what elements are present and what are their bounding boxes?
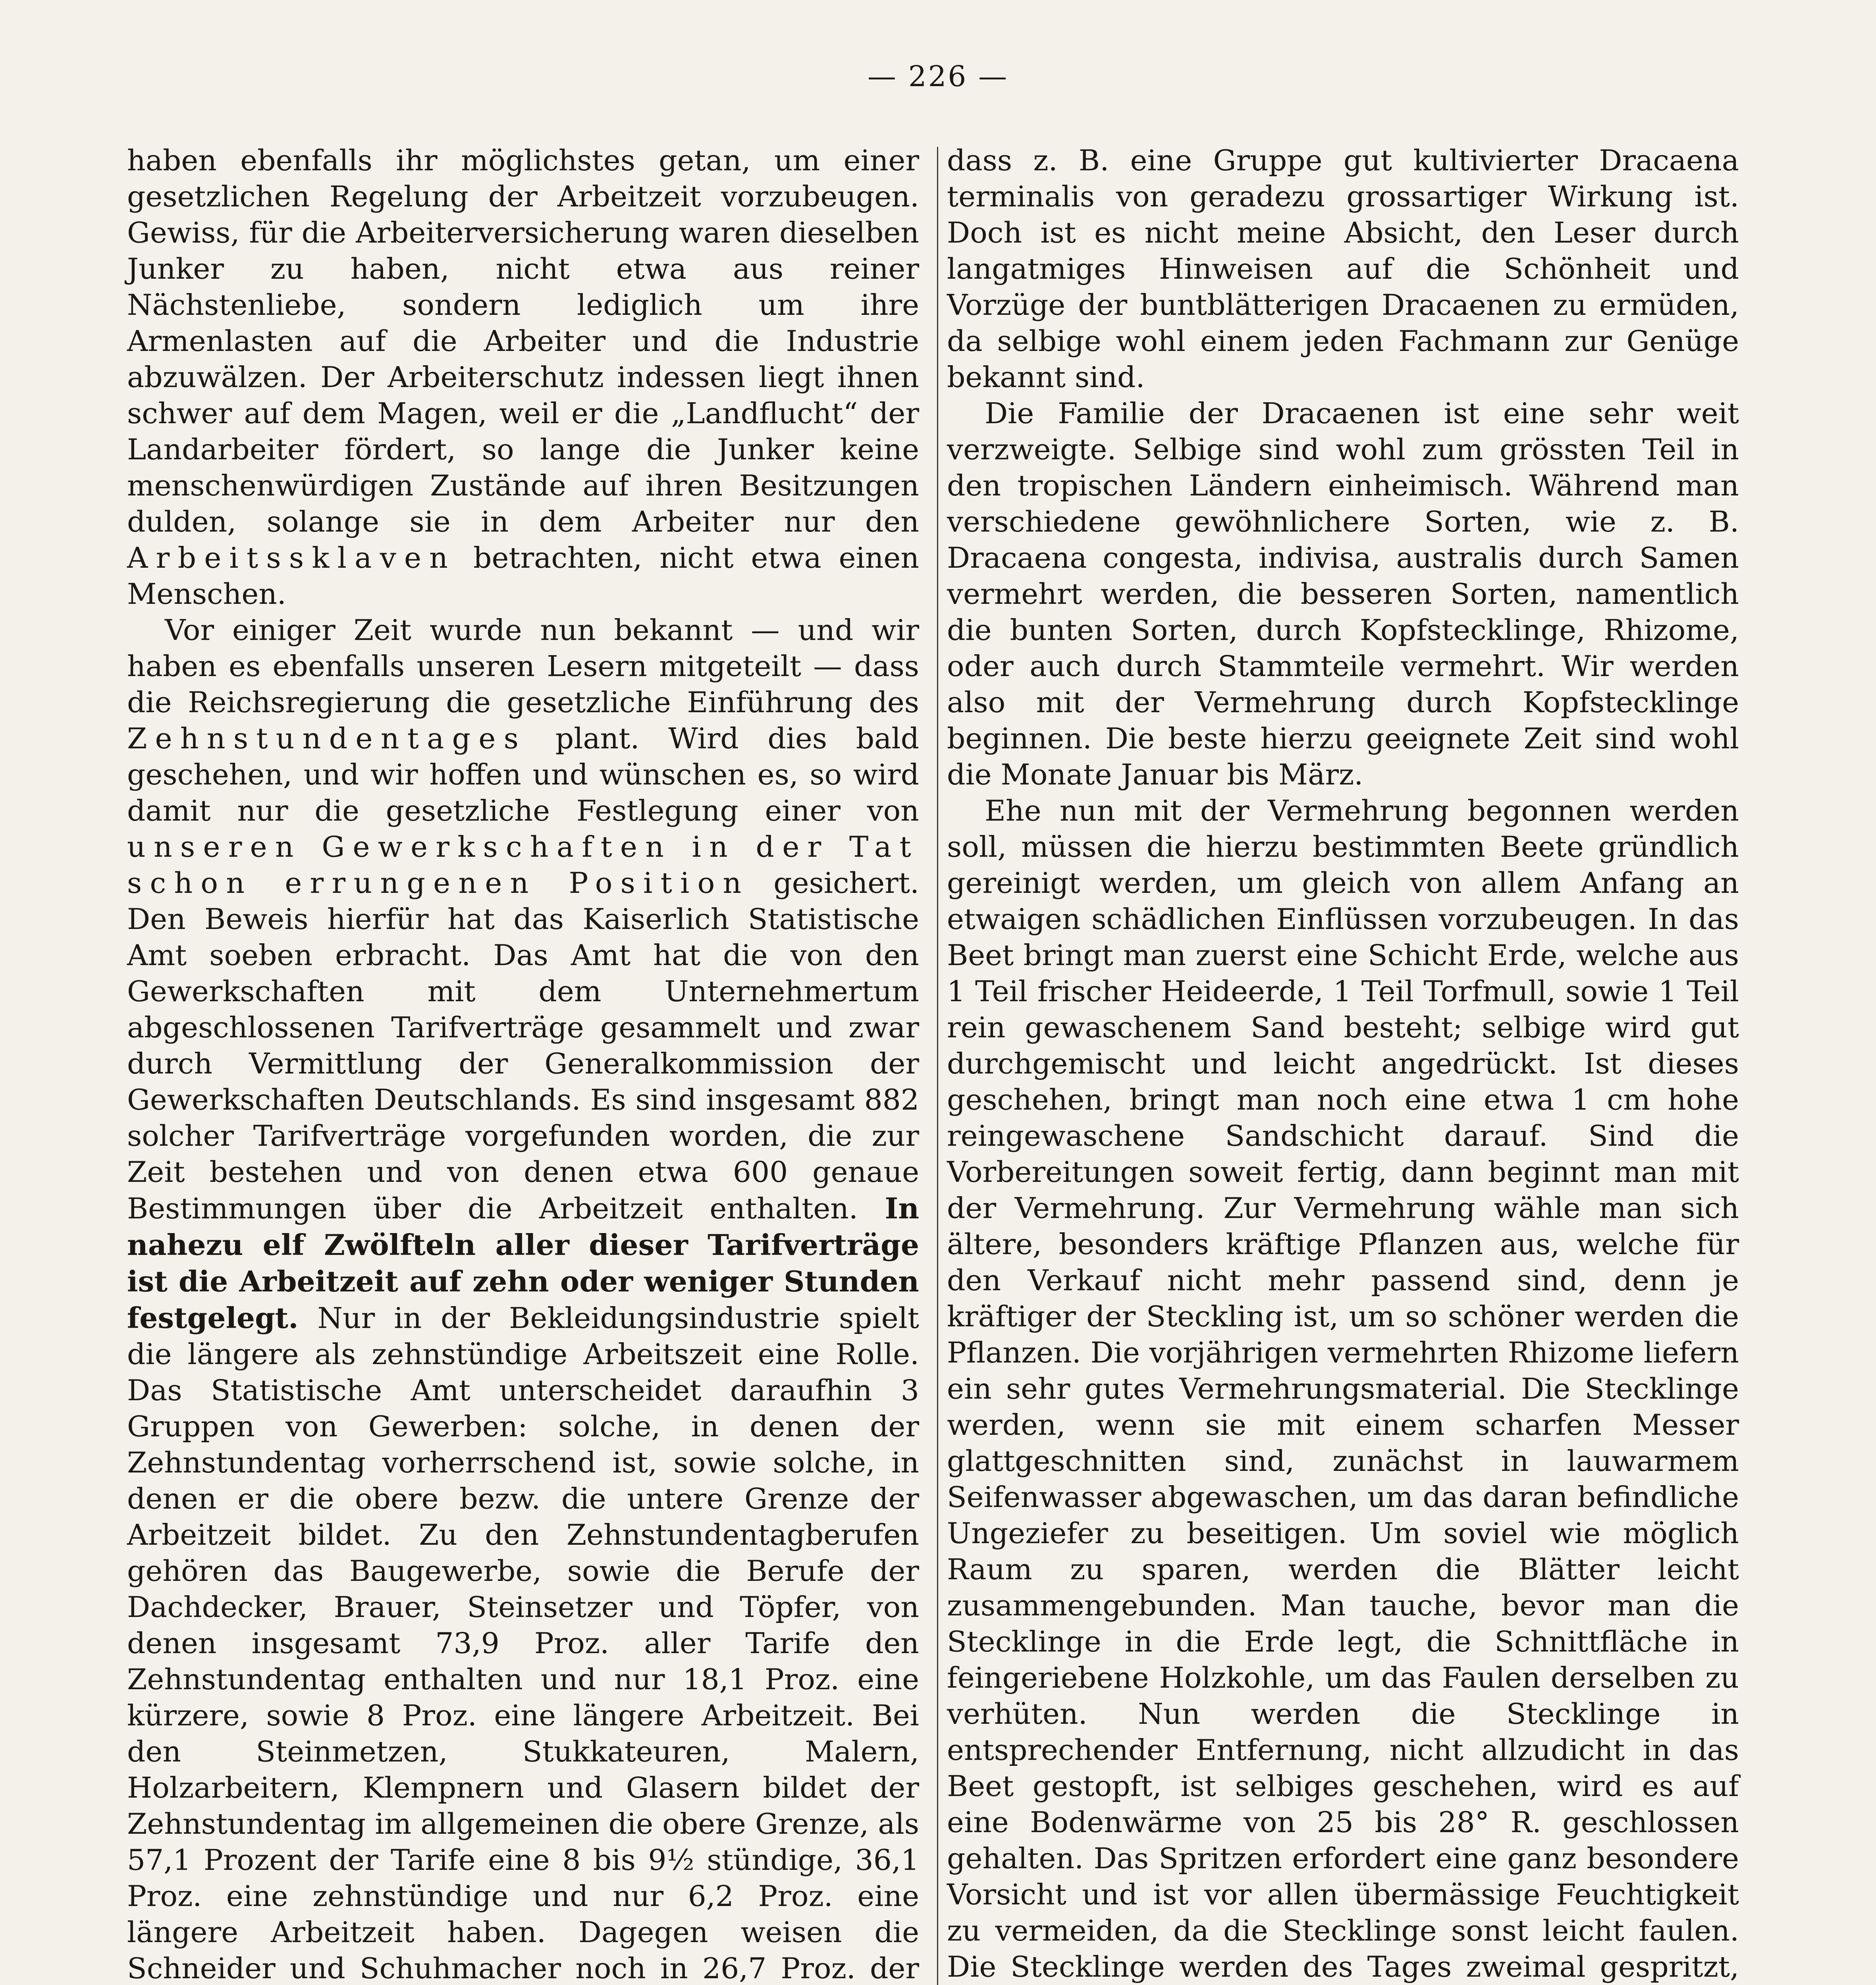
text: plant. Wird dies bald geschehen, und wir hoffen und wünschen es, so wird damit nur die gesetzliche Festlegung einer von xyxy=(127,722,919,828)
paragraph: Die Familie der Dracaenen ist eine sehr weit verzweigte. Selbige sind wohl zum grössten Teil in den tropischen Ländern einheimisch. Während man verschiedene gewöhnlichere Sorten, wie z. B. Dracaena congesta, indivisa, australis durch Samen vermehrt werden, die besseren Sorten, namentlich die bunten Sorten, durch Kopfstecklinge, Rhizome, oder auch durch Stammteile vermehrt. Wir werden also mit der Vermehrung durch Kopfstecklinge beginnen. Die beste hierzu geeignete Zeit sind wohl die Monate Januar bis März. xyxy=(947,397,1739,792)
text: betrachten, nicht etwa einen Menschen. xyxy=(127,542,920,611)
paragraph xyxy=(127,613,919,1985)
spaced-text: Zehnstundentages xyxy=(127,722,527,755)
left-column xyxy=(127,143,919,1985)
page-number: — 226 — xyxy=(867,60,1009,93)
text: haben ebenfalls ihr möglichstes getan, um einer gesetzlichen Regelung der Arbeitzeit vorzubeugen. Gewiss, für die Arbeiterversicherung waren dieselben Junker zu haben, nicht etwa aus reiner Nächstenliebe, sondern lediglich um ihre Armenlasten auf die Arbeiter und die Industrie abzuwälzen. Der Arbeiterschutz indessen liegt ihnen schwer auf dem Magen, weil er die „Landflucht“ der Landarbeiter fördert, so lange die Junker keine menschenwürdigen Zustände auf ihren Besitzungen dulden, solange sie in dem Arbeiter nur den xyxy=(127,144,919,539)
paragraph xyxy=(127,143,919,613)
paragraph: dass z. B. eine Gruppe gut kultivierter Dracaena terminalis von geradezu grossartiger Wirkung ist. Doch ist es nicht meine Absicht, den Leser durch langatmiges Hinweisen auf die Schönheit und Vorzüge der buntblätterigen Dracaenen zu ermüden, da selbige wohl einem jeden Fachmann zur Genüge bekannt sind. xyxy=(947,144,1739,394)
bold-text: In nahezu elf Zwölfteln aller dieser Tarifverträge ist die Arbeitzeit auf zehn oder weniger Stunden festgelegt. xyxy=(127,1192,919,1335)
paragraph: Ehe nun mit der Vermehrung begonnen werden soll, müssen die hierzu bestimmten Beete gründlich gereinigt werden, um gleich von allem Anfang an etwaigen schädlichen Einflüssen vorzubeugen. In das Beet bringt man zuerst eine Schicht Erde, welche aus 1 Teil frischer Heideerde, 1 Teil Torfmull, sowie 1 Teil rein gewaschenem Sand besteht; selbige wird gut durchgemischt und leicht angedrückt. Ist dieses geschehen, bringt man noch eine etwa 1 cm hohe reingewaschene Sandschicht darauf. Sind die Vorbereitungen soweit fertig, dann beginnt man mit der Vermehrung. Zur Vermehrung wähle man sich ältere, besonders kräftige Pflanzen aus, welche für den Verkauf nicht mehr passend sind, denn je kräftiger der Steckling ist, um so schöner werden die Pflanzen. Die vorjährigen vermehrten Rhizome liefern ein sehr gutes Vermehrungsmaterial. Die Stecklinge werden, wenn sie mit einem scharfen Messer glattgeschnitten sind, zunächst in lauwarmem Seifenwasser abgewaschen, um das daran befindliche Ungeziefer zu beseitigen. Um soviel wie möglich Raum zu sparen, werden die Blätter leicht zusammengebunden. Man tauche, bevor man die Stecklinge in die Erde legt, die Schnittfläche in feingeriebene Holzkohle, um das Faulen derselben zu verhüten. Nun werden die Stecklinge in entsprechender Entfernung, nicht allzudicht in das Beet gestopft, ist selbiges geschehen, wird es auf eine Bodenwärme von 25 bis 28° R. geschlossen gehalten. Das Spritzen erfordert eine ganz besondere Vorsicht und ist vor allen übermässige Feuchtigkeit zu vermeiden, da die Stecklinge sonst leicht faulen. Die Stecklinge werden des Tages zweimal gespritzt, xyxy=(947,794,1739,1984)
column-divider xyxy=(937,147,938,1985)
spaced-text: unseren Gewerkschaften in der Tat schon errungenen Position xyxy=(127,831,919,900)
text: Vor einiger Zeit wurde nun bekannt — und wir haben es ebenfalls unseren Lesern mitgeteilt — dass die Reichsregierung die gesetzliche Einführung des xyxy=(127,614,919,719)
text: gesichert. Den Beweis hierfür hat das Kaiserlich Statistische Amt soeben erbracht. Das Amt hat die von den Gewerkschaften mit dem Unternehmertum abgeschlossenen Tarifverträge gesammelt und zwar durch Vermittlung der Generalkommission der Gewerkschaften Deutschlands. Es sind insgesamt 882 solcher Tarifverträge vorgefunden worden, die zur Zeit bestehen und von denen etwa 600 genaue Bestimmungen über die Arbeitzeit enthalten. xyxy=(127,867,919,1226)
spaced-text: Arbeitssklaven xyxy=(127,542,456,575)
right-column xyxy=(947,143,1739,1985)
text: Nur in der Bekleidungsindustrie spielt die längere als zehnstündige Arbeitszeit eine Rolle. Das Statistische Amt unterscheidet daraufhin 3 Gruppen von Gewerben: solche, in denen der Zehnstundentag vorherrschend ist, sowie solche, in denen er die obere bezw. die untere Grenze der Arbeitzeit bildet. Zu den Zehnstundentagberufen gehören das Baugewerbe, sowie die Berufe der Dachdecker, Brauer, Steinsetzer und Töpfer, von denen insgesamt 73,9 Proz. aller Tarife den Zehnstundentag enthalten und nur 18,1 Proz. eine kürzere, sowie 8 Proz. eine längere Arbeitzeit. Bei den Steinmetzen, Stukkateuren, Malern, Holzarbeitern, Klempnern und Glasern bildet der Zehnstundentag im allgemeinen die obere Grenze, als 57,1 Prozent der Tarife eine 8 bis 9½ stündige, 36,1 Proz. eine zehnstündige und nur 6,2 Proz. eine längere Arbeitzeit haben. Dagegen weisen die Schneider und Schuhmacher noch in 26,7 Proz. der xyxy=(127,1302,919,1985)
